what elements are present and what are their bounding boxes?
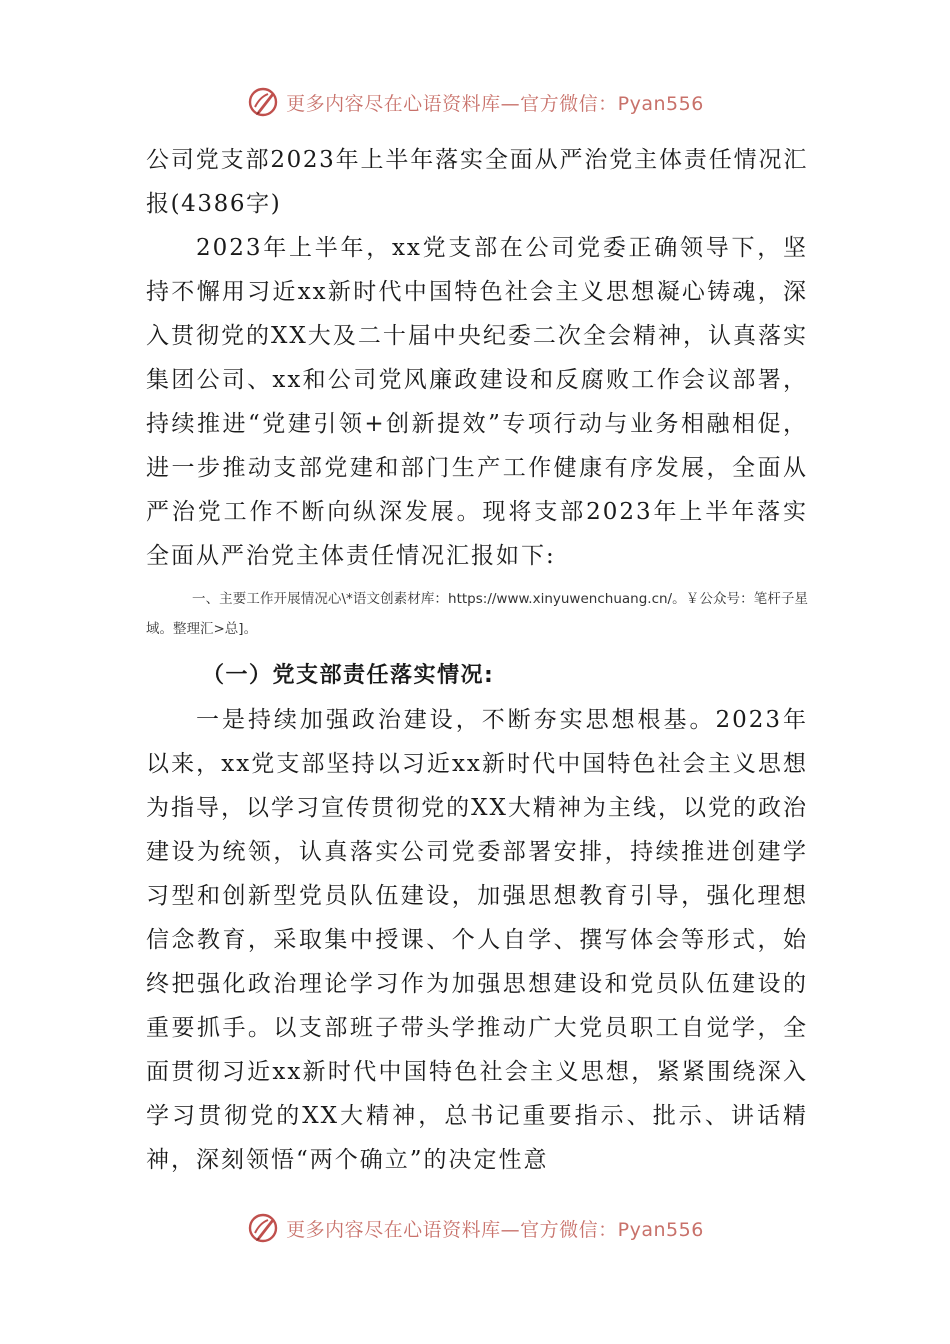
document-body xyxy=(146,138,808,1182)
document-title: 公司党支部2023年上半年落实全面从严治党主体责任情况汇报(4386字) xyxy=(146,147,808,217)
body-paragraph: 一是持续加强政治建设，不断夯实思想根基。2023年以来，xx党支部坚持以习近xx新时代中国特色社会主义思想为指导，以学习宣传贯彻党的XX大精神为主线，以党的政治建设为统领，认真落实公司党委部署安排，持续推进创建学习型和创新型党员队伍建设，加强思想教育引导，强化理想信念教育，采取集中授课、个人自学、撰写体会等形式，始终把强化政治理论学习作为加强思想建设和党员队伍建设的重要抓手。以支部班子带头学推动广大党员职工自觉学，全面贯彻习近xx新时代中国特色社会主义思想，紧紧围绕深入学习贯彻党的XX大精神，总书记重要指示、批示、讲话精神，深刻领悟“两个确立”的决定性意 xyxy=(146,707,808,1173)
top-banner xyxy=(0,80,950,124)
bottom-banner xyxy=(0,1206,950,1250)
intro-paragraph: 2023年上半年，xx党支部在公司党委正确领导下，坚持不懈用习近xx新时代中国特色社会主义思想凝心铸魂，深入贯彻党的XX大及二十届中央纪委二次全会精神，认真落实集团公司、xx和公司党风廉政建设和反腐败工作会议部署，持续推进“党建引领+创新提效”专项行动与业务相融相促，进一步推动支部党建和部门生产工作健康有序发展，全面从严治党工作不断向纵深发展。现将支部2023年上半年落实全面从严治党主体责任情况汇报如下: xyxy=(146,235,808,569)
banner-text: 更多内容尽在心语资料库—官方微信：Pyan556 xyxy=(286,1218,704,1241)
pen-circle-logo-icon xyxy=(246,85,280,119)
banner-text: 更多内容尽在心语资料库—官方微信：Pyan556 xyxy=(286,92,704,115)
section-note: 一、主要工作开展情况心\*语文创素材库：https://www.xinyuwenchuang.cn/。￥公众号：笔杆子星域。整理汇>总]。 xyxy=(146,591,808,637)
section-heading: （一）党支部责任落实情况: xyxy=(202,663,495,688)
pen-circle-logo-icon xyxy=(246,1211,280,1245)
